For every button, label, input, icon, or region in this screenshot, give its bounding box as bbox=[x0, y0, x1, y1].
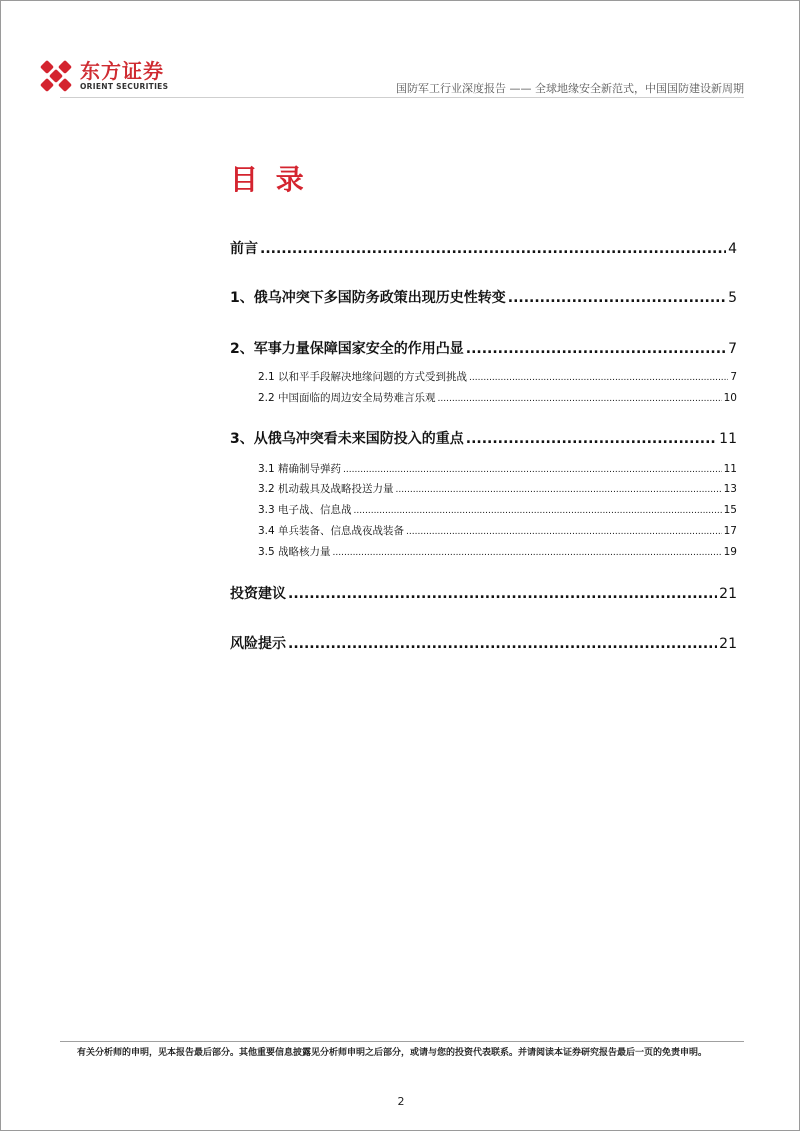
toc-leader-dots bbox=[406, 527, 722, 537]
header-divider bbox=[60, 97, 744, 98]
toc-entry-label: 3.5 战略核力量 bbox=[258, 546, 331, 558]
toc-entry-label: 2.2 中国面临的周边安全局势难言乐观 bbox=[258, 392, 436, 404]
toc-entry[interactable] bbox=[230, 502, 737, 517]
toc-entry-page: 7 bbox=[730, 371, 737, 383]
toc-entry-label: 3、从俄乌冲突看未来国防投入的重点 bbox=[230, 431, 464, 447]
toc-entry[interactable] bbox=[230, 461, 737, 476]
toc-leader-dots bbox=[288, 586, 717, 602]
toc-entry[interactable] bbox=[230, 481, 737, 496]
toc-entry-label: 前言 bbox=[230, 241, 258, 257]
company-logo bbox=[38, 58, 168, 94]
report-title: 国防军工行业深度报告 —— 全球地缘安全新范式，中国国防建设新周期 bbox=[396, 82, 744, 95]
toc-leader-dots bbox=[466, 341, 726, 357]
toc-entry-label: 3.1 精确制导弹药 bbox=[258, 463, 342, 475]
toc-entry[interactable] bbox=[230, 369, 737, 384]
toc-entry[interactable] bbox=[230, 428, 737, 448]
toc-entry[interactable] bbox=[230, 583, 737, 603]
disclaimer-text: 有关分析师的申明，见本报告最后部分。其他重要信息披露见分析师申明之后部分，或请与您的投资代表联系。并请阅读本证券研究报告最后一页的免责申明。 bbox=[77, 1048, 708, 1058]
toc-entry-label: 3.4 单兵装备、信息战夜战装备 bbox=[258, 525, 405, 537]
toc-entry-label: 1、俄乌冲突下多国防务政策出现历史性转变 bbox=[230, 290, 506, 306]
toc-entry[interactable] bbox=[230, 338, 737, 358]
logo-chinese-name: 东方证券 bbox=[80, 59, 164, 83]
toc-heading: 目 录 bbox=[230, 163, 308, 196]
toc-leader-dots bbox=[508, 290, 726, 306]
toc-entry-label: 投资建议 bbox=[230, 586, 286, 602]
toc-entry-label: 风险提示 bbox=[230, 636, 286, 652]
toc-leader-dots bbox=[354, 506, 722, 516]
toc-leader-dots bbox=[260, 241, 726, 257]
toc-entry-page: 5 bbox=[728, 290, 737, 306]
toc-entry-label: 3.2 机动载具及战略投送力量 bbox=[258, 483, 394, 495]
toc-entry[interactable] bbox=[230, 523, 737, 538]
page-number: 2 bbox=[397, 1095, 405, 1108]
toc-entry-page: 17 bbox=[723, 525, 737, 537]
toc-entry-page: 21 bbox=[719, 636, 737, 652]
toc-entry-page: 4 bbox=[728, 241, 737, 257]
footer-divider bbox=[60, 1041, 744, 1042]
toc-leader-dots bbox=[333, 548, 722, 558]
toc-entry[interactable] bbox=[230, 544, 737, 559]
toc-entry[interactable] bbox=[230, 390, 737, 405]
toc-entry[interactable] bbox=[230, 287, 737, 307]
toc-entry-page: 15 bbox=[723, 504, 737, 516]
toc-entry[interactable] bbox=[230, 633, 737, 653]
toc-entry-page: 11 bbox=[723, 463, 737, 475]
toc-entry-page: 7 bbox=[728, 341, 737, 357]
toc-entry-page: 19 bbox=[723, 546, 737, 558]
toc-entry-page: 11 bbox=[719, 431, 737, 447]
toc-leader-dots bbox=[466, 431, 717, 447]
toc-entry-label: 3.3 电子战、信息战 bbox=[258, 504, 352, 516]
toc-entry-label: 2.1 以和平手段解决地缘问题的方式受到挑战 bbox=[258, 371, 468, 383]
toc-leader-dots bbox=[438, 394, 722, 404]
toc-leader-dots bbox=[469, 373, 728, 383]
logo-english-name: ORIENT SECURITIES bbox=[80, 82, 169, 91]
toc-leader-dots bbox=[396, 485, 722, 495]
toc-leader-dots bbox=[288, 636, 717, 652]
toc-entry[interactable] bbox=[230, 238, 737, 258]
toc-leader-dots bbox=[343, 465, 722, 475]
toc-entry-page: 10 bbox=[723, 392, 737, 404]
toc-entry-page: 13 bbox=[723, 483, 737, 495]
toc-entry-page: 21 bbox=[719, 586, 737, 602]
orient-logo-icon bbox=[38, 58, 74, 94]
toc-entry-label: 2、军事力量保障国家安全的作用凸显 bbox=[230, 341, 464, 357]
